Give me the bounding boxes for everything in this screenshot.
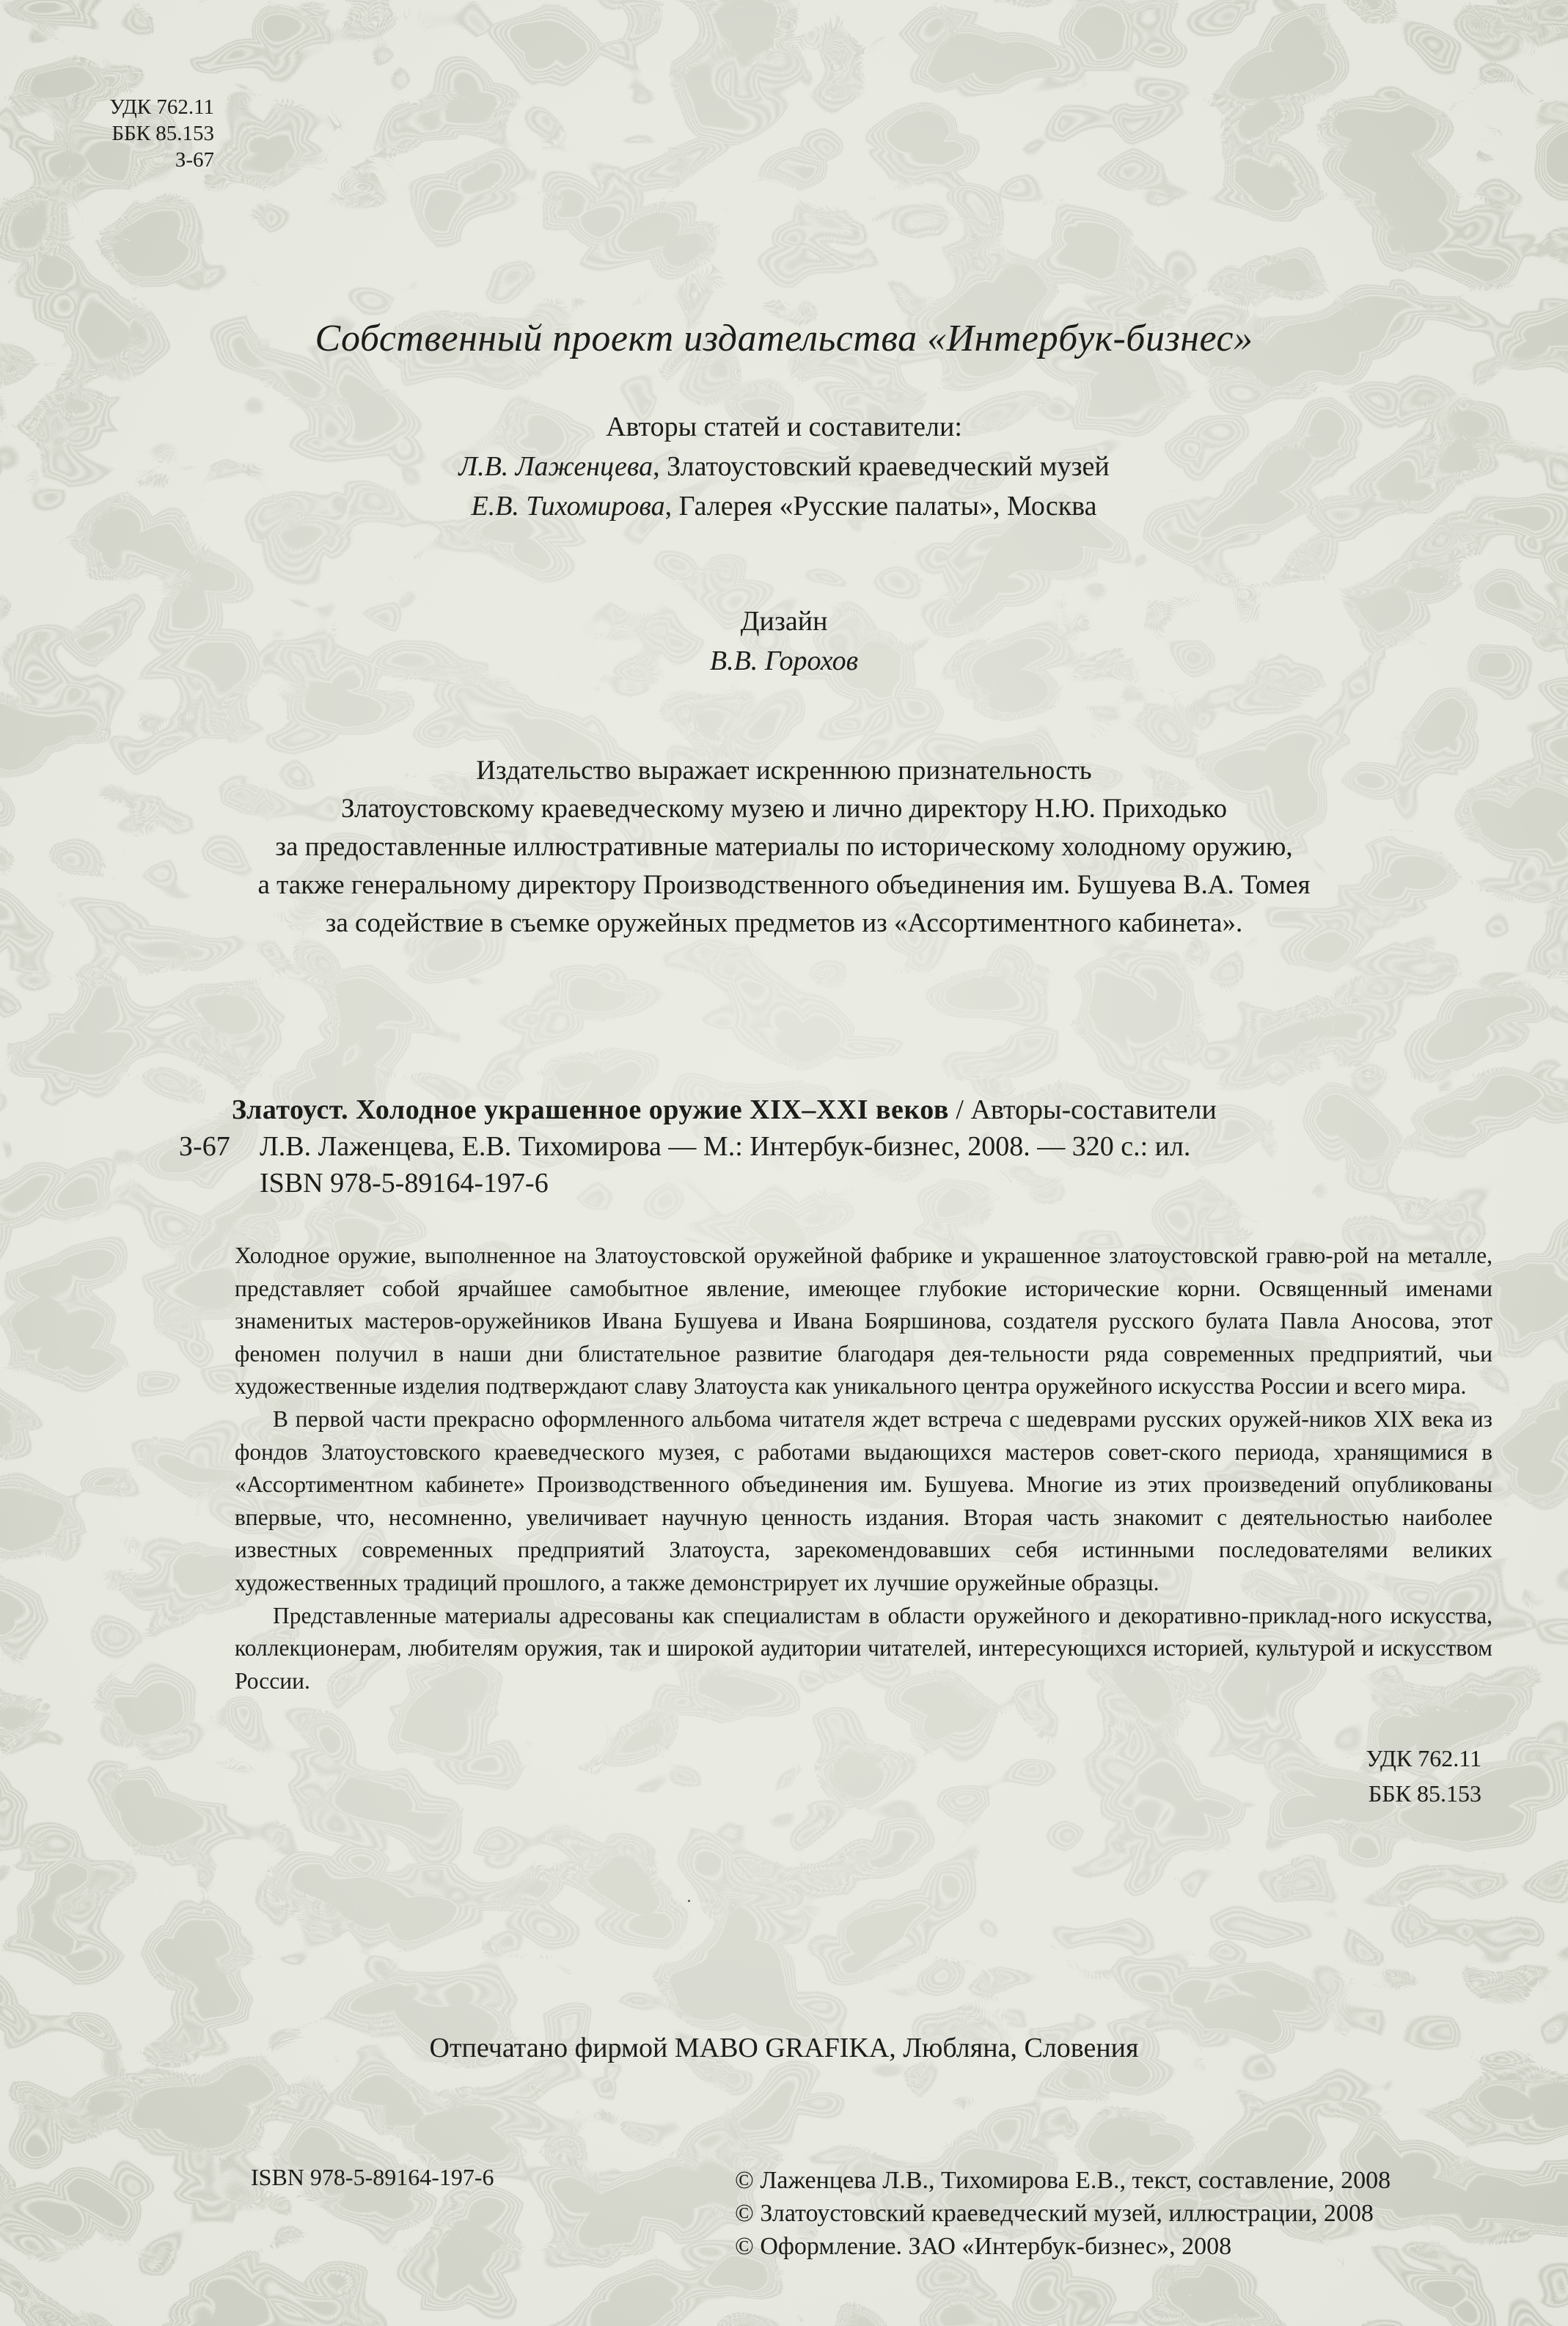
design-heading: Дизайн bbox=[740, 606, 828, 637]
copyright-block bbox=[735, 2164, 1391, 2263]
bib-title-line bbox=[179, 1091, 1484, 1128]
isbn-bottom: ISBN 978-5-89164-197-6 bbox=[251, 2164, 494, 2190]
classification-block-bottom bbox=[1298, 1741, 1481, 1811]
author-affiliation: , Галерея «Русские палаты», Москва bbox=[664, 491, 1097, 522]
book-title: Златоуст. Холодное украшенное оружие XIX–XXI веков bbox=[232, 1094, 949, 1125]
abstract-paragraph: Холодное оружие, выполненное на Златоустовской оружейной фабрике и украшенное златоустовской гравю-рой на металле, представляет собой ярчайшее самобытное явление, имеющее глубокие исторические корни. Освященный именами знаменитых мастеров-оружейников Ивана Бушуева и Ивана Бояршинова, создателя русского булата Павла Аносова, этот феномен получил в наши дни блистательное развитие благодаря дея-тельности ряда современных предприятий, чьи художественные изделия подтверждают славу Златоуста как уникального центра оружейного искусства России и всего мира. bbox=[235, 1243, 1492, 1400]
designer-name: В.В. Горохов bbox=[709, 645, 859, 676]
abstract-paragraph: Представленные материалы адресованы как специалистам в области оружейного и декоративно-приклад-ного искусства, коллекционерам, любителям оружия, так и широкой аудитории читателей, интересующихся историей, культурой и искусством России. bbox=[235, 1602, 1492, 1694]
bbk-code: ББК 85.153 bbox=[111, 122, 214, 145]
author-line bbox=[0, 486, 1568, 526]
acknowledgement-line: за предоставленные иллюстративные материалы по историческому холодному оружию, bbox=[275, 832, 1293, 862]
author-affiliation: , Златоустовский краеведческий музей bbox=[653, 451, 1110, 482]
author-name: Л.В. Лаженцева bbox=[458, 451, 653, 482]
authors-heading: Авторы статей и составители: bbox=[606, 412, 962, 442]
copyright-line: © Златоустовский краеведческий музей, иллюстрации, 2008 bbox=[735, 2200, 1374, 2227]
authors-block bbox=[0, 407, 1568, 526]
bbk-code: ББК 85.153 bbox=[1368, 1780, 1481, 1807]
acknowledgement-line: за содействие в съемке оружейных предметов из «Ассортиментного кабинета». bbox=[325, 908, 1243, 938]
classification-block-top bbox=[82, 94, 214, 173]
abstract-paragraph: В первой части прекрасно оформленного альбома читателя ждет встреча с шедеврами русских оружей-ников XIX века из фондов Златоустовского краеведческого музея, с работами выдающихся мастеров совет-ского периода, хранящимися в «Ассортиментном кабинете» Производственного объединения им. Бушуева. Многие из этих произведений опубликованы впервые, что, несомненно, увеличивает научную ценность издания. Вторая часть знакомит с деятельностью наиболее известных современных предприятий Златоуста, зарекомендовавших себя истинными последователями великих художественных традиций прошлого, а также демонстрирует их лучшие оружейные образцы. bbox=[235, 1405, 1492, 1595]
abstract bbox=[235, 1240, 1492, 1697]
udk-code: УДК 762.11 bbox=[109, 95, 214, 119]
acknowledgement-block bbox=[0, 752, 1568, 943]
design-block bbox=[0, 601, 1568, 681]
author-name: Е.В. Тихомирова bbox=[471, 491, 665, 522]
book-title-rest: / Авторы-составители bbox=[948, 1094, 1217, 1125]
author-line bbox=[0, 447, 1568, 486]
project-title: Собственный проект издательства «Интербук-бизнес» bbox=[315, 318, 1253, 359]
bib-authors-publisher: Л.В. Лаженцева, Е.В. Тихомирова — М.: Интербук-бизнес, 2008. — 320 с.: ил. bbox=[260, 1131, 1191, 1162]
copyright-line: © Оформление. ЗАО «Интербук-бизнес», 2008 bbox=[735, 2233, 1232, 2260]
acknowledgement-line: а также генеральному директору Производственного объединения им. Бушуева В.А. Томея bbox=[257, 870, 1311, 900]
acknowledgement-line: Златоустовскому краеведческому музею и лично директору Н.Ю. Приходько bbox=[341, 794, 1227, 824]
bib-authors-line bbox=[179, 1128, 1484, 1165]
bib-isbn-line bbox=[179, 1165, 1484, 1202]
print-speck bbox=[688, 1900, 690, 1902]
bibliographic-record bbox=[179, 1091, 1484, 1202]
printed-by: Отпечатано фирмой MABO GRAFIKA, Любляна, Словения bbox=[429, 2033, 1139, 2063]
bib-isbn: ISBN 978-5-89164-197-6 bbox=[260, 1168, 549, 1199]
acknowledgement-line: Издательство выражает искреннюю признательность bbox=[476, 756, 1092, 786]
bib-author-mark: З-67 bbox=[179, 1131, 230, 1162]
udk-code: УДК 762.11 bbox=[1366, 1745, 1481, 1771]
author-mark: З-67 bbox=[175, 148, 214, 172]
copyright-line: © Лаженцева Л.В., Тихомирова Е.В., текст, составление, 2008 bbox=[735, 2167, 1391, 2194]
